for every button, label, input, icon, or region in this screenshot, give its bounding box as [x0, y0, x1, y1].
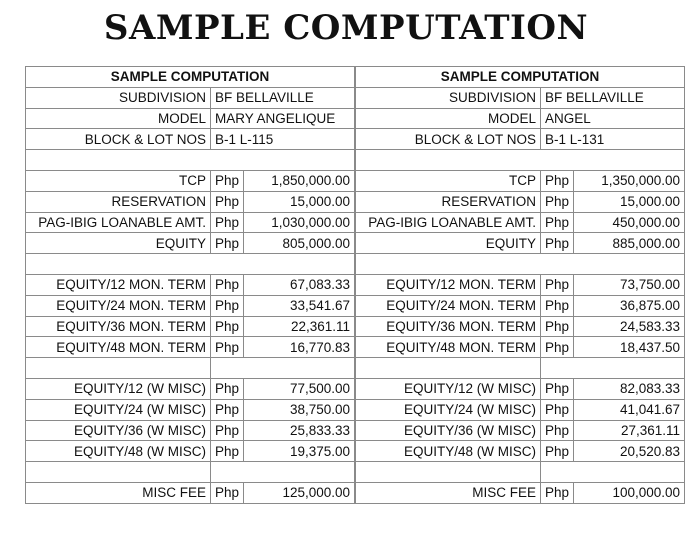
blank-cell: [26, 150, 355, 171]
amount-cell: 38,750.00: [244, 399, 355, 420]
row-label: EQUITY/48 (W MISC): [26, 441, 211, 462]
info-label: SUBDIVISION: [26, 87, 211, 108]
blank-row: [356, 254, 685, 275]
amount-cell: 1,350,000.00: [574, 170, 685, 191]
row-label: EQUITY/36 (W MISC): [356, 420, 541, 441]
currency-cell: Php: [541, 212, 574, 233]
amount-cell: 41,041.67: [574, 399, 685, 420]
price-row-equity: [26, 233, 355, 254]
amount-cell: 450,000.00: [574, 212, 685, 233]
amount-cell: 18,437.50: [574, 337, 685, 358]
row-label: PAG-IBIG LOANABLE AMT.: [356, 212, 541, 233]
amount-cell: 15,000.00: [244, 191, 355, 212]
currency-cell: Php: [541, 399, 574, 420]
term-row: [356, 316, 685, 337]
currency-cell: Php: [211, 212, 244, 233]
term-row: [356, 295, 685, 316]
misc-fee-row: [356, 482, 685, 503]
info-label: SUBDIVISION: [356, 87, 541, 108]
table-header: SAMPLE COMPUTATION: [26, 67, 355, 88]
info-value: B-1 L-115: [211, 129, 355, 150]
currency-cell: Php: [541, 378, 574, 399]
currency-cell: Php: [211, 170, 244, 191]
row-label: EQUITY/12 (W MISC): [26, 378, 211, 399]
row-label: EQUITY/36 MON. TERM: [26, 316, 211, 337]
info-value: MARY ANGELIQUE: [211, 108, 355, 129]
computation-table-left: [25, 66, 355, 504]
currency-cell: Php: [541, 420, 574, 441]
currency-cell: Php: [211, 337, 244, 358]
blank-row: [356, 358, 685, 379]
term-row: [26, 295, 355, 316]
misc-term-row: [26, 420, 355, 441]
amount-cell: 33,541.67: [244, 295, 355, 316]
amount-cell: 67,083.33: [244, 274, 355, 295]
misc-term-row: [26, 399, 355, 420]
blank-cell: [356, 358, 541, 379]
row-label: PAG-IBIG LOANABLE AMT.: [26, 212, 211, 233]
blank-cell: [541, 462, 685, 483]
currency-cell: Php: [211, 191, 244, 212]
price-row-tcp: [26, 170, 355, 191]
info-label: BLOCK & LOT NOS: [356, 129, 541, 150]
blank-row: [356, 150, 685, 171]
info-row-subdivision: [356, 87, 685, 108]
currency-cell: Php: [541, 316, 574, 337]
info-value: ANGEL: [541, 108, 685, 129]
table-header-row: [26, 67, 355, 88]
amount-cell: 27,361.11: [574, 420, 685, 441]
row-label: MISC FEE: [356, 482, 541, 503]
currency-cell: Php: [541, 337, 574, 358]
blank-row: [356, 462, 685, 483]
amount-cell: 125,000.00: [244, 482, 355, 503]
amount-cell: 805,000.00: [244, 233, 355, 254]
amount-cell: 36,875.00: [574, 295, 685, 316]
row-label: EQUITY/48 MON. TERM: [356, 337, 541, 358]
amount-cell: 82,083.33: [574, 378, 685, 399]
info-value: B-1 L-131: [541, 129, 685, 150]
blank-cell: [26, 254, 355, 275]
row-label: EQUITY/12 MON. TERM: [356, 274, 541, 295]
price-row-loanable: [356, 212, 685, 233]
info-row-subdivision: [26, 87, 355, 108]
term-row: [26, 274, 355, 295]
price-row-reservation: [356, 191, 685, 212]
row-label: EQUITY/48 (W MISC): [356, 441, 541, 462]
row-label: EQUITY/36 (W MISC): [26, 420, 211, 441]
row-label: EQUITY/48 MON. TERM: [26, 337, 211, 358]
price-row-tcp: [356, 170, 685, 191]
info-label: MODEL: [356, 108, 541, 129]
info-value: BF BELLAVILLE: [541, 87, 685, 108]
currency-cell: Php: [211, 274, 244, 295]
info-row-block-lot: [356, 129, 685, 150]
row-label: EQUITY/12 (W MISC): [356, 378, 541, 399]
amount-cell: 73,750.00: [574, 274, 685, 295]
amount-cell: 16,770.83: [244, 337, 355, 358]
info-value: BF BELLAVILLE: [211, 87, 355, 108]
info-row-block-lot: [26, 129, 355, 150]
misc-term-row: [356, 378, 685, 399]
currency-cell: Php: [211, 316, 244, 337]
currency-cell: Php: [211, 399, 244, 420]
price-row-reservation: [26, 191, 355, 212]
misc-fee-row: [26, 482, 355, 503]
misc-term-row: [26, 441, 355, 462]
info-label: MODEL: [26, 108, 211, 129]
info-label: BLOCK & LOT NOS: [26, 129, 211, 150]
computation-table-right: [355, 66, 685, 504]
currency-cell: Php: [211, 378, 244, 399]
info-row-model: [26, 108, 355, 129]
row-label: RESERVATION: [26, 191, 211, 212]
misc-term-row: [26, 378, 355, 399]
term-row: [26, 316, 355, 337]
currency-cell: Php: [541, 295, 574, 316]
currency-cell: Php: [211, 295, 244, 316]
term-row: [356, 274, 685, 295]
amount-cell: 1,850,000.00: [244, 170, 355, 191]
misc-term-row: [356, 441, 685, 462]
amount-cell: 20,520.83: [574, 441, 685, 462]
row-label: EQUITY/36 MON. TERM: [356, 316, 541, 337]
row-label: RESERVATION: [356, 191, 541, 212]
currency-cell: Php: [541, 233, 574, 254]
currency-cell: Php: [211, 482, 244, 503]
row-label: EQUITY/24 MON. TERM: [26, 295, 211, 316]
blank-row: [26, 254, 355, 275]
misc-term-row: [356, 399, 685, 420]
row-label: EQUITY/24 (W MISC): [26, 399, 211, 420]
table-header-row: [356, 67, 685, 88]
currency-cell: Php: [541, 482, 574, 503]
price-row-loanable: [26, 212, 355, 233]
blank-cell: [356, 254, 685, 275]
table-header: SAMPLE COMPUTATION: [356, 67, 685, 88]
blank-row: [26, 150, 355, 171]
blank-cell: [26, 462, 211, 483]
currency-cell: Php: [211, 233, 244, 254]
term-row: [26, 337, 355, 358]
currency-cell: Php: [541, 441, 574, 462]
currency-cell: Php: [541, 274, 574, 295]
amount-cell: 24,583.33: [574, 316, 685, 337]
price-row-equity: [356, 233, 685, 254]
currency-cell: Php: [541, 191, 574, 212]
row-label: EQUITY: [356, 233, 541, 254]
page-title: SAMPLE COMPUTATION: [103, 8, 589, 48]
blank-cell: [356, 462, 541, 483]
amount-cell: 15,000.00: [574, 191, 685, 212]
blank-cell: [211, 462, 355, 483]
blank-cell: [26, 358, 211, 379]
misc-term-row: [356, 420, 685, 441]
blank-row: [26, 462, 355, 483]
blank-cell: [211, 358, 355, 379]
row-label: EQUITY/24 MON. TERM: [356, 295, 541, 316]
row-label: TCP: [356, 170, 541, 191]
term-row: [356, 337, 685, 358]
row-label: EQUITY: [26, 233, 211, 254]
row-label: EQUITY/24 (W MISC): [356, 399, 541, 420]
info-row-model: [356, 108, 685, 129]
row-label: MISC FEE: [26, 482, 211, 503]
blank-row: [26, 358, 355, 379]
blank-cell: [356, 150, 685, 171]
currency-cell: Php: [211, 441, 244, 462]
amount-cell: 77,500.00: [244, 378, 355, 399]
blank-cell: [541, 358, 685, 379]
row-label: TCP: [26, 170, 211, 191]
amount-cell: 100,000.00: [574, 482, 685, 503]
amount-cell: 22,361.11: [244, 316, 355, 337]
amount-cell: 885,000.00: [574, 233, 685, 254]
row-label: EQUITY/12 MON. TERM: [26, 274, 211, 295]
amount-cell: 25,833.33: [244, 420, 355, 441]
currency-cell: Php: [541, 170, 574, 191]
currency-cell: Php: [211, 420, 244, 441]
amount-cell: 19,375.00: [244, 441, 355, 462]
amount-cell: 1,030,000.00: [244, 212, 355, 233]
